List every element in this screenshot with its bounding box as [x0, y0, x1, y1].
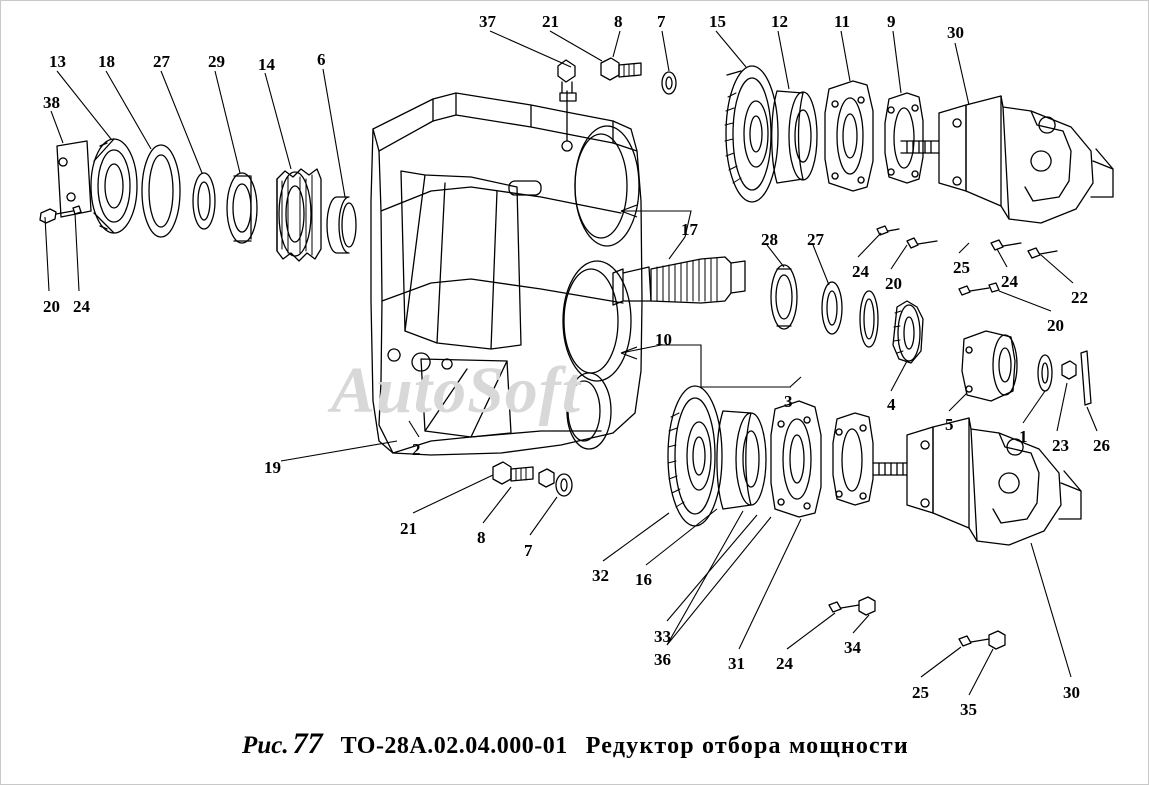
callout-10: 10 — [655, 330, 672, 349]
callout-9: 9 — [887, 12, 896, 31]
callout-30-lower: 30 — [1063, 683, 1080, 702]
figure-title: Редуктор отбора мощности — [585, 733, 909, 759]
callout-12: 12 — [771, 12, 788, 31]
callout-30-upper: 30 — [947, 23, 964, 42]
callout-28: 28 — [761, 230, 778, 249]
callout-21: 21 — [542, 12, 559, 31]
callout-24-left: 24 — [73, 297, 90, 316]
figure-label: Рис. — [242, 732, 289, 759]
watermark-autosoft: AutoSoft — [331, 354, 582, 427]
drawing-code: ТО-28А.02.04.000-01 — [340, 733, 568, 759]
callout-20-left: 20 — [43, 297, 60, 316]
upper-right-stack — [725, 66, 1113, 295]
callout-21-lower: 21 — [400, 519, 417, 538]
callout-7: 7 — [657, 12, 666, 31]
diagram-drawing — [1, 1, 1149, 721]
callout-24-upper: 24 — [852, 262, 869, 281]
callout-29: 29 — [208, 52, 225, 71]
callout-24-right: 24 — [1001, 272, 1018, 291]
callout-8: 8 — [614, 12, 623, 31]
callout-32: 32 — [592, 566, 609, 585]
callout-22: 22 — [1071, 288, 1088, 307]
callout-27-left: 27 — [153, 52, 170, 71]
callout-15: 15 — [709, 12, 726, 31]
callout-35: 35 — [960, 700, 977, 719]
figure-caption — [1, 727, 1149, 761]
callout-11: 11 — [834, 12, 851, 31]
callout-8-lower: 8 — [477, 528, 486, 547]
callout-31: 31 — [728, 654, 745, 673]
callout-2: 2 — [412, 440, 421, 459]
callout-5: 5 — [945, 415, 954, 434]
callout-34: 34 — [844, 638, 861, 657]
callout-4: 4 — [887, 395, 896, 414]
callout-36: 36 — [654, 650, 671, 669]
exploded-view-diagram — [1, 1, 1149, 721]
callout-7-lower: 7 — [524, 541, 533, 560]
callout-25-upper: 25 — [953, 258, 970, 277]
gearbox-housing — [371, 60, 642, 455]
callout-33: 33 — [654, 627, 671, 646]
callout-3: 3 — [784, 392, 793, 411]
callout-27-center: 27 — [807, 230, 824, 249]
callout-6: 6 — [317, 50, 326, 69]
callout-13: 13 — [49, 52, 66, 71]
fasteners-top — [601, 58, 676, 94]
callout-20-right: 20 — [1047, 316, 1064, 335]
callout-18: 18 — [98, 52, 115, 71]
callout-25-lower: 25 — [912, 683, 929, 702]
callout-37: 37 — [479, 12, 496, 31]
callout-14: 14 — [258, 55, 275, 74]
callout-26: 26 — [1093, 436, 1110, 455]
callout-19: 19 — [264, 458, 281, 477]
fasteners-bottom — [493, 462, 572, 496]
callout-38: 38 — [43, 93, 60, 112]
callout-16: 16 — [635, 570, 652, 589]
callout-24-lower: 24 — [776, 654, 793, 673]
callout-23: 23 — [1052, 436, 1069, 455]
callout-1: 1 — [1019, 427, 1028, 446]
callout-20-upper: 20 — [885, 274, 902, 293]
callout-17: 17 — [681, 220, 698, 239]
left-parts-stack — [40, 139, 356, 261]
lower-right-stack — [668, 386, 1081, 649]
figure-number: 77 — [292, 727, 323, 760]
